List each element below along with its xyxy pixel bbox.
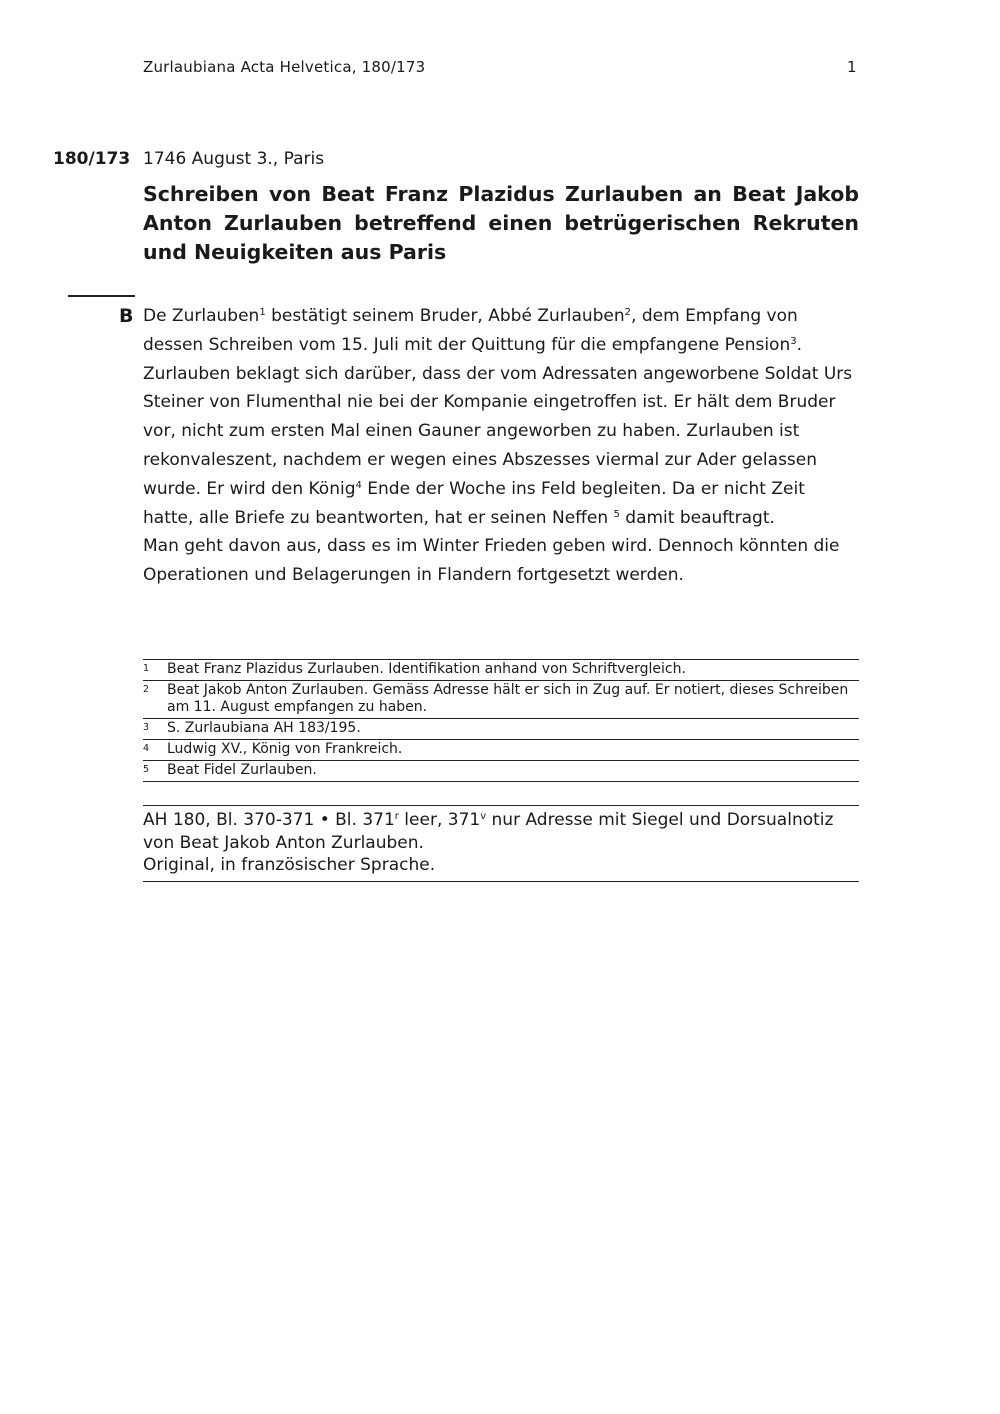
footnote-ref-1: 1 bbox=[259, 307, 266, 318]
summary-text-run: , dem Empfang von dessen Schreiben vom 15. Juli mit der Quittung für die empfangene Pension bbox=[143, 306, 798, 355]
source-line-2: Original, in französischer Sprache. bbox=[143, 855, 436, 875]
summary-text-run: bestätigt seinem Bruder, Abbé Zurlauben bbox=[265, 306, 625, 326]
footnote-text: Beat Fidel Zurlauben. bbox=[167, 762, 317, 778]
footnote-text: Beat Jakob Anton Zurlauben. Gemäss Adresse hält er sich in Zug auf. Er notiert, dieses Schreiben am 11. August empfangen zu haben. bbox=[167, 682, 849, 715]
footnote-item bbox=[143, 761, 859, 782]
footnote-ref-4: 4 bbox=[355, 479, 362, 491]
running-header-title: Zurlaubiana Acta Helvetica, 180/173 bbox=[143, 58, 426, 76]
footnote-mark: 3 bbox=[143, 722, 150, 733]
margin-letter: B bbox=[119, 305, 134, 327]
source-text-run: nur Adresse mit Siegel und Dorsualnotiz von Beat Jakob Anton Zurlauben. bbox=[143, 810, 834, 853]
recto-mark: r bbox=[394, 811, 399, 822]
footnote-text: Beat Franz Plazidus Zurlauben. Identifikation anhand von Schriftvergleich. bbox=[167, 661, 686, 677]
summary-text-run: De Zurlauben bbox=[143, 306, 260, 326]
footnote-mark: 5 bbox=[143, 764, 150, 775]
document-title: Schreiben von Beat Franz Plazidus Zurlauben an Beat Jakob Anton Zurlauben betreffend einen betrügerischen Rekruten und Neuigkeiten aus Paris bbox=[143, 182, 859, 264]
footnote-ref-3: 3 bbox=[790, 335, 797, 347]
footnote-item bbox=[143, 740, 859, 761]
source-line-1 bbox=[143, 809, 859, 854]
footnote-mark: 4 bbox=[143, 743, 150, 754]
footnote-mark: 2 bbox=[143, 684, 150, 695]
summary-text bbox=[143, 302, 859, 590]
footnote-ref-5: 5 bbox=[613, 508, 620, 520]
summary-text-run: . Zurlauben beklagt sich darüber, dass der vom Adressaten angeworbene Soldat Urs Steiner von Flumenthal nie bei der Kompanie eingetroffen ist. Er hält dem Bruder vor, nicht zum ersten Mal einen Gauner angeworben zu haben. Zurlauben ist rekonvaleszent, nachdem er wegen eines Abszesses viermal zur Ader gelassen wurde. Er wird den König bbox=[143, 334, 853, 499]
footnote-text: Ludwig XV., König von Frankreich. bbox=[167, 741, 403, 757]
footnote-item bbox=[143, 660, 859, 681]
document-number: 180/173 bbox=[53, 149, 131, 169]
footnotes-list bbox=[143, 659, 859, 782]
footnote-mark: 1 bbox=[143, 663, 150, 674]
summary-paragraph-2: Man geht davon aus, dass es im Winter Frieden geben wird. Dennoch könnten die Operationen und Belagerungen in Flandern fortgesetzt werden. bbox=[143, 536, 840, 586]
footnote-text: S. Zurlaubiana AH 183/195. bbox=[167, 720, 361, 736]
footnote-ref-2: 2 bbox=[624, 307, 632, 318]
footnote-item bbox=[143, 719, 859, 740]
verso-mark: v bbox=[480, 811, 487, 822]
summary-paragraph-1 bbox=[143, 302, 859, 532]
source-text-run: leer, 371 bbox=[398, 810, 481, 830]
footnote-item bbox=[143, 681, 859, 719]
summary-text-run: damit beauftragt. bbox=[619, 507, 775, 528]
page-number: 1 bbox=[847, 58, 857, 76]
summary-text-run: Ende der Woche ins Feld begleiten. Da er nicht Zeit hatte, alle Briefe zu beantworten, hat er seinen Neffen bbox=[143, 478, 805, 528]
source-text-run: AH 180, Bl. 370-371 • Bl. 371 bbox=[143, 810, 395, 830]
source-note bbox=[143, 805, 859, 882]
document-date-place: 1746 August 3., Paris bbox=[143, 149, 325, 169]
margin-rule bbox=[68, 295, 135, 297]
